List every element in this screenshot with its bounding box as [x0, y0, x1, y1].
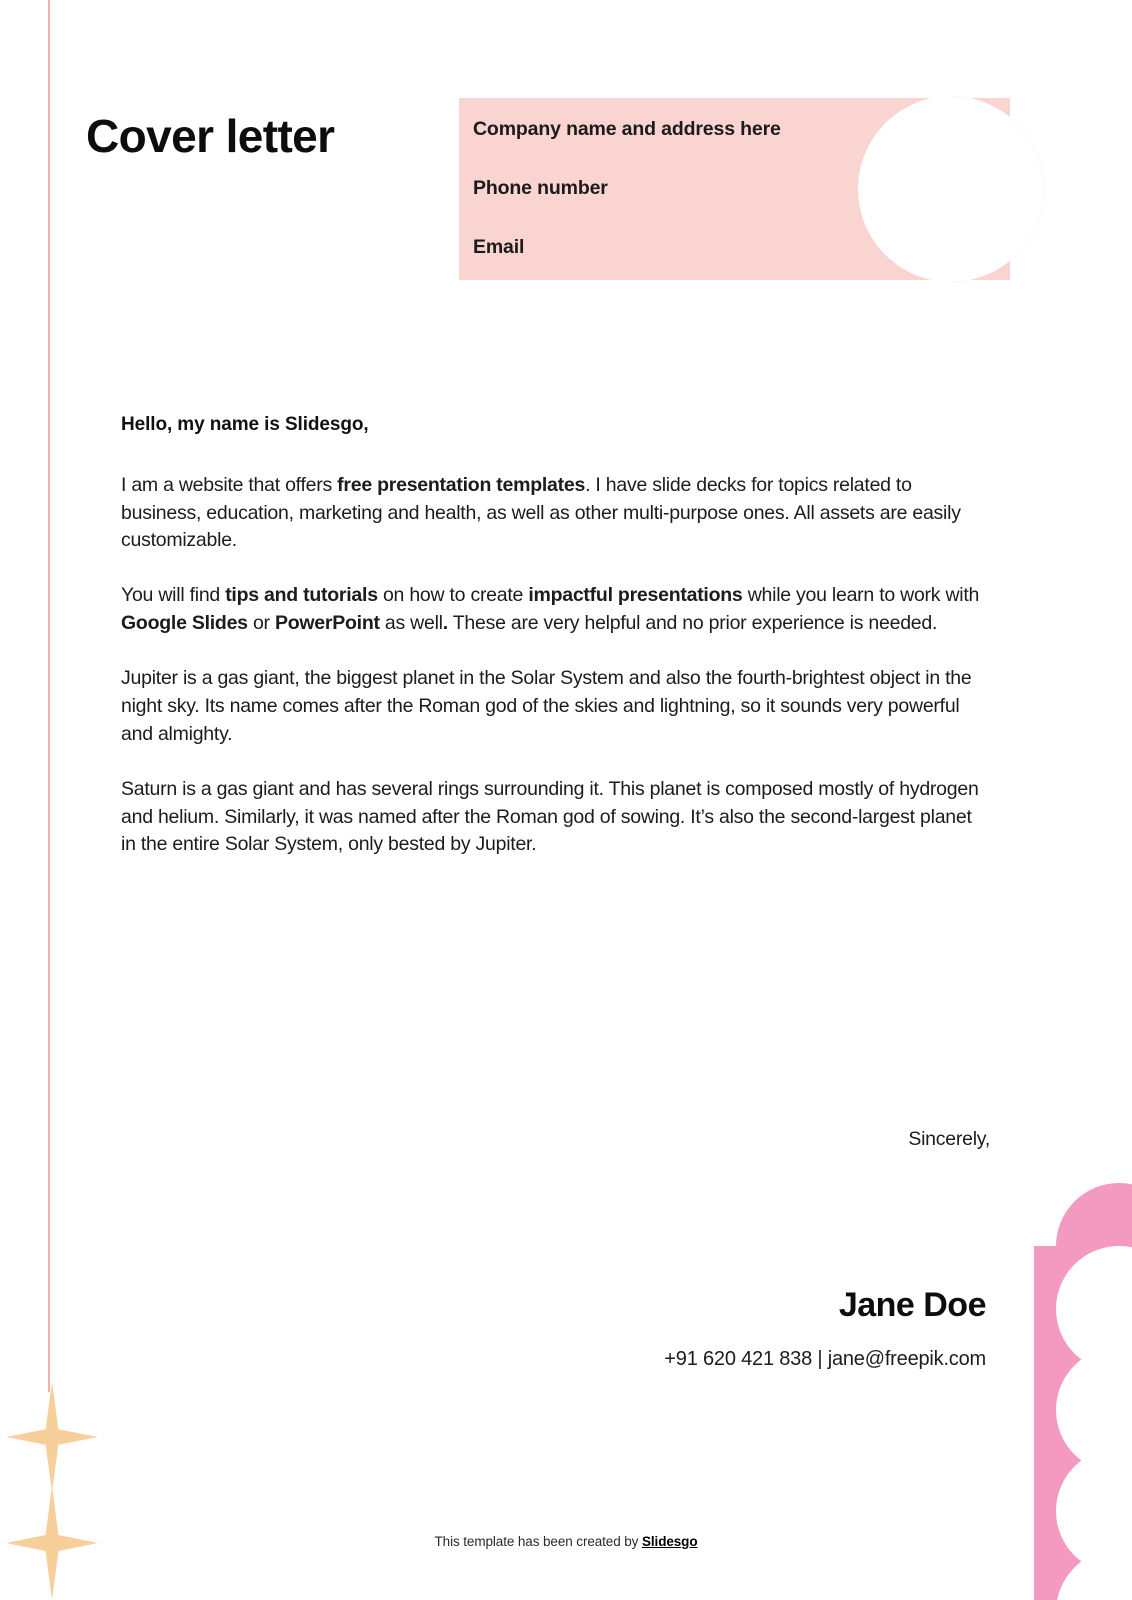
letter-paragraph — [121, 472, 991, 556]
body-text: You will find — [121, 584, 226, 607]
body-text: Saturn is a gas giant and has several rings surrounding it. This planet is composed mostly of hydrogen and helium. Similarly, it was named after the Roman god of sowing. It’s also the second-largest planet in the entire Solar System, only bested by Jupiter. — [121, 777, 979, 856]
closing-line: Sincerely, — [908, 1128, 990, 1150]
company-contact-header — [459, 98, 1010, 280]
body-text: while you learn to work with — [742, 584, 980, 607]
sparkle-star-icon — [6, 1382, 98, 1492]
salutation: Hello, my name is Slidesgo, — [121, 414, 369, 435]
body-text: as well — [379, 612, 443, 635]
header-field-list — [473, 118, 1010, 259]
footer-brand-link[interactable]: Slidesgo — [642, 1534, 698, 1549]
emphasis-text: Google Slides — [121, 612, 248, 635]
header-phone-field[interactable]: Phone number — [473, 177, 608, 199]
left-vertical-rule — [48, 0, 50, 1392]
letter-paragraph — [121, 582, 991, 638]
emphasis-text: impactful presentations — [528, 584, 743, 607]
letter-body — [121, 412, 991, 859]
sparkle-decoration — [6, 1382, 98, 1600]
body-text: . I have slide decks for topics related to business, education, marketing and health, as well as other multi-purpose ones. All assets are easily customizable. — [121, 473, 961, 552]
emphasis-text: PowerPoint — [274, 612, 380, 635]
emphasis-text: . — [442, 612, 448, 635]
letter-paragraph — [121, 665, 991, 749]
emphasis-text: tips and tutorials — [225, 584, 378, 607]
page-title: Cover letter — [86, 110, 335, 162]
header-company-field[interactable]: Company name and address here — [473, 118, 781, 140]
body-text: on how to create — [377, 584, 529, 607]
body-text: I am a website that offers — [121, 473, 338, 496]
body-text: Jupiter is a gas giant, the biggest planet in the Solar System and also the fourth-brightest object in the night sky. Its name comes after the Roman god of the skies and lightning, so it sounds very powerful and almighty. — [121, 667, 972, 745]
signer-name: Jane Doe — [838, 1286, 986, 1324]
signer-contact: +91 620 421 838 | jane@freepik.com — [664, 1348, 986, 1370]
emphasis-text: free presentation templates — [337, 473, 586, 496]
body-text: or — [247, 612, 275, 635]
body-text: These are very helpful and no prior experience is needed. — [447, 612, 938, 635]
header-email-field[interactable]: Email — [473, 236, 525, 258]
letter-paragraph — [121, 776, 991, 860]
footer-text: This template has been created by — [434, 1534, 642, 1549]
footer — [0, 1534, 1132, 1549]
letter-paragraphs — [121, 472, 991, 860]
